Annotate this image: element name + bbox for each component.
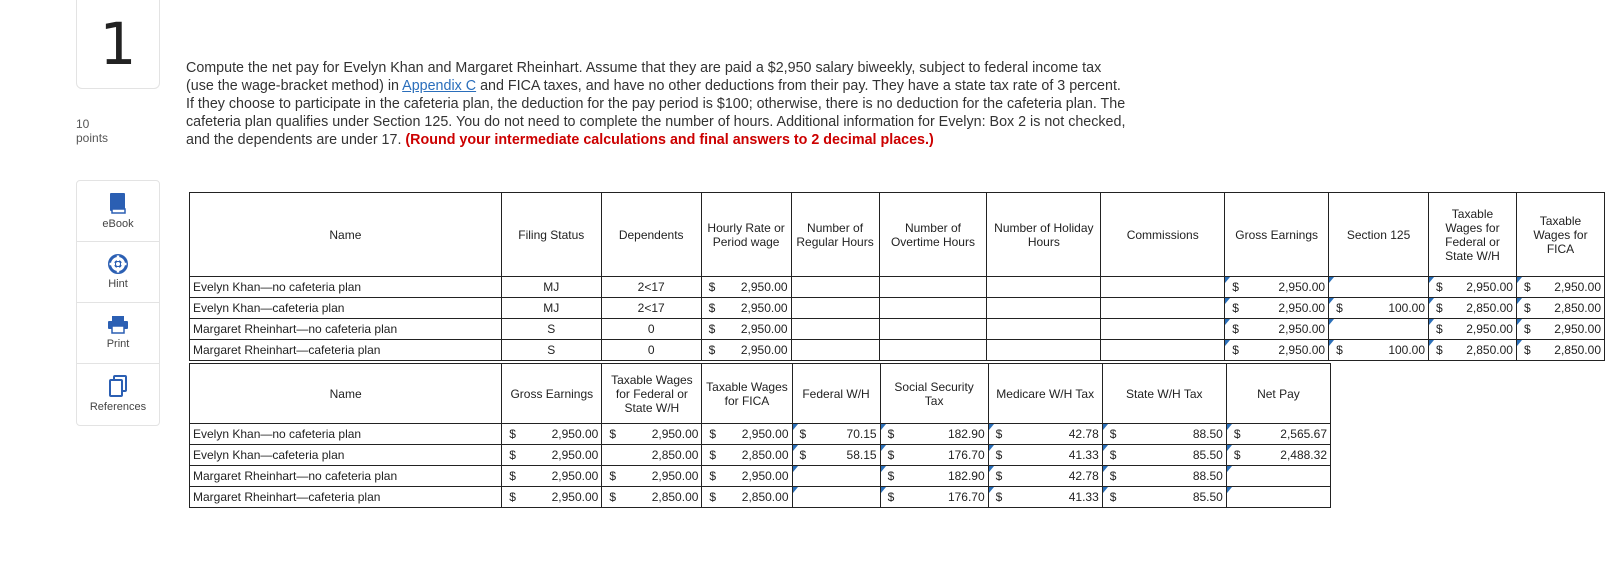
employee-name: Evelyn Khan—cafeteria plan	[190, 445, 502, 466]
print-label: Print	[106, 338, 130, 350]
hourly-rate	[701, 277, 791, 298]
header-gross-earnings: Gross Earnings	[502, 364, 602, 424]
employee-name: Evelyn Khan—no cafeteria plan	[190, 424, 502, 445]
amount: 182.90	[947, 469, 985, 483]
medicare-input[interactable]	[988, 466, 1102, 487]
currency-symbol: $	[1336, 301, 1343, 315]
header-social-security: Social Security Tax	[880, 364, 988, 424]
table-row	[190, 319, 1605, 340]
currency-symbol: $	[1336, 343, 1343, 357]
holiday-hours-cell	[987, 340, 1101, 361]
amount: 70.15	[846, 427, 877, 441]
appendix-c-link[interactable]: Appendix C	[402, 78, 477, 94]
header-dependents: Dependents	[601, 193, 701, 277]
taxable-fed-state	[602, 487, 702, 508]
currency-symbol: $	[1233, 448, 1241, 462]
employee-name: Margaret Rheinhart—no cafeteria plan	[190, 319, 502, 340]
state-wh-input[interactable]	[1102, 466, 1226, 487]
hint-label: Hint	[108, 278, 128, 290]
amount: 88.50	[1192, 427, 1223, 441]
regular-hours-cell	[791, 298, 879, 319]
social-security-input[interactable]	[880, 424, 988, 445]
currency-symbol: $	[708, 301, 716, 315]
overtime-hours-cell	[879, 277, 987, 298]
gross-earnings-input[interactable]	[1225, 319, 1329, 340]
amount: 2,850.00	[741, 448, 789, 462]
taxable-fica-input[interactable]	[1516, 340, 1604, 361]
taxable-fica	[702, 424, 792, 445]
amount: 2,950.00	[740, 322, 788, 336]
currency-symbol: $	[995, 490, 1003, 504]
currency-symbol: $	[509, 469, 516, 483]
header-hourly-rate: Hourly Rate or Period wage	[701, 193, 791, 277]
amount: 2,950.00	[740, 343, 788, 357]
currency-symbol: $	[609, 469, 617, 483]
currency-symbol: $	[887, 427, 895, 441]
hourly-rate	[701, 298, 791, 319]
filing-status: S	[501, 319, 601, 340]
gross-earnings-input[interactable]	[1225, 298, 1329, 319]
amount: 2,950.00	[1554, 322, 1601, 336]
question-text	[186, 59, 1126, 149]
federal-wh-input[interactable]	[792, 487, 880, 508]
amount: 2,850.00	[651, 448, 699, 462]
currency-symbol: $	[1232, 322, 1239, 336]
currency-symbol: $	[1523, 343, 1531, 357]
header-taxable-fica: Taxable Wages for FICA	[1516, 193, 1604, 277]
social-security-input[interactable]	[880, 445, 988, 466]
amount: 41.33	[1068, 448, 1099, 462]
currency-symbol: $	[887, 448, 895, 462]
header-state-wh: State W/H Tax	[1102, 364, 1226, 424]
commissions-cell	[1101, 319, 1225, 340]
header-section-125: Section 125	[1329, 193, 1429, 277]
amount: 2,950.00	[551, 490, 599, 504]
employee-name: Margaret Rheinhart—cafeteria plan	[190, 487, 502, 508]
header-commissions: Commissions	[1101, 193, 1225, 277]
amount: 2,565.67	[1280, 427, 1327, 441]
currency-symbol: $	[995, 448, 1003, 462]
filing-status: S	[501, 340, 601, 361]
filing-status: MJ	[501, 298, 601, 319]
holiday-hours-cell	[987, 277, 1101, 298]
table-row	[190, 298, 1605, 319]
currency-symbol: $	[509, 427, 516, 441]
header-federal-wh: Federal W/H	[792, 364, 880, 424]
state-wh-input[interactable]	[1102, 487, 1226, 508]
currency-symbol: $	[708, 343, 716, 357]
points-label: points	[76, 131, 109, 145]
overtime-hours-cell	[879, 298, 987, 319]
dependents: 0	[601, 319, 701, 340]
ebook-button[interactable]	[77, 181, 159, 242]
section-125-input[interactable]	[1329, 277, 1429, 298]
table-row	[190, 445, 1331, 466]
header-net-pay: Net Pay	[1226, 364, 1330, 424]
question-text-part1: Compute the net pay for Evelyn Khan and Margaret Rheinhart. Assume that they are paid a $2,950 salary biweekly, subject to federal income tax (use the wage-bracket method) in	[186, 60, 1102, 94]
dependents: 2<17	[601, 298, 701, 319]
amount: 2,850.00	[1466, 301, 1513, 315]
amount: 176.70	[947, 490, 985, 504]
holiday-hours-cell	[987, 319, 1101, 340]
currency-symbol: $	[1109, 490, 1117, 504]
federal-wh-input[interactable]	[792, 445, 880, 466]
amount: 2,950.00	[1278, 301, 1326, 315]
amount: 2,850.00	[651, 490, 699, 504]
currency-symbol: $	[609, 490, 617, 504]
amount: 2,488.32	[1280, 448, 1327, 462]
state-wh-input[interactable]	[1102, 445, 1226, 466]
payroll-table-2	[189, 363, 1331, 508]
commissions-cell	[1101, 340, 1225, 361]
employee-name: Evelyn Khan—cafeteria plan	[190, 298, 502, 319]
medicare-input[interactable]	[988, 424, 1102, 445]
currency-symbol: $	[1436, 322, 1443, 336]
payroll-table-1	[189, 192, 1605, 361]
employee-name: Evelyn Khan—no cafeteria plan	[190, 277, 502, 298]
medicare-input[interactable]	[988, 487, 1102, 508]
currency-symbol: $	[509, 490, 516, 504]
header-holiday-hours: Number of Holiday Hours	[987, 193, 1101, 277]
amount: 42.78	[1068, 469, 1099, 483]
taxable-fica-input[interactable]	[1516, 298, 1604, 319]
currency-symbol: $	[887, 469, 895, 483]
taxable-fed-state-input[interactable]	[1429, 277, 1517, 298]
amount: 2,950.00	[1466, 322, 1513, 336]
header-name: Name	[190, 364, 502, 424]
amount: 42.78	[1068, 427, 1099, 441]
header-gross-earnings: Gross Earnings	[1225, 193, 1329, 277]
amount: 100.00	[1388, 343, 1426, 357]
amount: 2,950.00	[1278, 322, 1326, 336]
amount: 2,950.00	[1466, 280, 1513, 294]
print-button[interactable]	[77, 303, 159, 364]
amount: 58.15	[846, 448, 877, 462]
taxable-fed-state	[602, 424, 702, 445]
header-taxable-fed-state: Taxable Wages for Federal or State W/H	[602, 364, 702, 424]
gross-earnings	[502, 424, 602, 445]
holiday-hours-cell	[987, 298, 1101, 319]
currency-symbol: $	[709, 427, 717, 441]
hourly-rate	[701, 319, 791, 340]
tool-panel	[76, 180, 160, 426]
currency-symbol: $	[708, 280, 716, 294]
employee-name: Margaret Rheinhart—cafeteria plan	[190, 340, 502, 361]
taxable-fed-state	[602, 445, 702, 466]
currency-symbol: $	[709, 490, 717, 504]
taxable-fed-state-input[interactable]	[1429, 340, 1517, 361]
hourly-rate	[701, 340, 791, 361]
currency-symbol: $	[1523, 322, 1531, 336]
amount: 2,950.00	[741, 469, 789, 483]
amount: 2,950.00	[551, 448, 599, 462]
table-row	[190, 424, 1331, 445]
header-regular-hours: Number of Regular Hours	[791, 193, 879, 277]
amount: 2,950.00	[740, 280, 788, 294]
currency-symbol: $	[1109, 469, 1117, 483]
currency-symbol: $	[509, 448, 516, 462]
header-taxable-fed-state: Taxable Wages for Federal or State W/H	[1429, 193, 1517, 277]
currency-symbol: $	[609, 427, 617, 441]
header-name: Name	[190, 193, 502, 277]
currency-symbol: $	[1436, 343, 1443, 357]
taxable-fica	[702, 445, 792, 466]
amount: 88.50	[1192, 469, 1223, 483]
amount: 2,950.00	[1554, 280, 1601, 294]
table-row	[190, 487, 1331, 508]
taxable-fica	[702, 466, 792, 487]
taxable-fed-state-input[interactable]	[1429, 298, 1517, 319]
net-pay-input[interactable]	[1226, 466, 1330, 487]
gross-earnings	[502, 487, 602, 508]
currency-symbol: $	[1232, 280, 1239, 294]
amount: 2,950.00	[741, 427, 789, 441]
currency-symbol: $	[1436, 280, 1443, 294]
amount: 182.90	[947, 427, 985, 441]
amount: 41.33	[1068, 490, 1099, 504]
medicare-input[interactable]	[988, 445, 1102, 466]
currency-symbol: $	[887, 490, 895, 504]
dependents: 2<17	[601, 277, 701, 298]
question-text-part2: and FICA taxes, and have no other deductions from their pay. They have a state tax rate of 3 percent. If they choose to participate in the cafeteria plan, the deduction for the pay period is $100; otherwise, there is no deduction for the cafeteria plan. The cafeteria plan qualifies under Section 125. You do not need to complete the number of hours. Additional information for Evelyn: Box 2 is not checked, and the dependents are under 17.	[186, 78, 1126, 148]
currency-symbol: $	[1232, 343, 1239, 357]
header-filing-status: Filing Status	[501, 193, 601, 277]
commissions-cell	[1101, 298, 1225, 319]
amount: 100.00	[1388, 301, 1426, 315]
gross-earnings	[502, 466, 602, 487]
amount: 85.50	[1192, 448, 1223, 462]
references-label: References	[89, 401, 147, 413]
printer-icon	[107, 316, 129, 334]
net-pay-input[interactable]	[1226, 424, 1330, 445]
regular-hours-cell	[791, 340, 879, 361]
amount: 2,850.00	[1554, 343, 1601, 357]
amount: 2,850.00	[1554, 301, 1601, 315]
header-medicare: Medicare W/H Tax	[988, 364, 1102, 424]
taxable-fica-input[interactable]	[1516, 319, 1604, 340]
taxable-fed-state-input[interactable]	[1429, 319, 1517, 340]
social-security-input[interactable]	[880, 466, 988, 487]
currency-symbol: $	[1232, 301, 1239, 315]
amount: 2,950.00	[551, 469, 599, 483]
book-icon	[108, 192, 128, 214]
amount: 2,950.00	[551, 427, 599, 441]
amount: 2,850.00	[741, 490, 789, 504]
regular-hours-cell	[791, 319, 879, 340]
currency-symbol: $	[709, 448, 717, 462]
overtime-hours-cell	[879, 340, 987, 361]
gross-earnings-input[interactable]	[1225, 277, 1329, 298]
commissions-cell	[1101, 277, 1225, 298]
currency-symbol: $	[1523, 301, 1531, 315]
section-125-input[interactable]	[1329, 319, 1429, 340]
header-overtime-hours: Number of Overtime Hours	[879, 193, 987, 277]
federal-wh-input[interactable]	[792, 466, 880, 487]
references-button[interactable]	[77, 364, 159, 424]
table-row	[190, 466, 1331, 487]
currency-symbol: $	[995, 427, 1003, 441]
header-taxable-fica: Taxable Wages for FICA	[702, 364, 792, 424]
taxable-fed-state	[602, 466, 702, 487]
currency-symbol: $	[799, 448, 807, 462]
gross-earnings-input[interactable]	[1225, 340, 1329, 361]
currency-symbol: $	[799, 427, 807, 441]
filing-status: MJ	[501, 277, 601, 298]
employee-name: Margaret Rheinhart—no cafeteria plan	[190, 466, 502, 487]
amount: 2,850.00	[1466, 343, 1513, 357]
amount: 2,950.00	[651, 427, 699, 441]
section-125-input[interactable]	[1329, 298, 1429, 319]
currency-symbol: $	[1109, 448, 1117, 462]
hint-button[interactable]	[77, 242, 159, 303]
points	[76, 117, 108, 145]
social-security-input[interactable]	[880, 487, 988, 508]
documents-icon	[108, 375, 128, 397]
currency-symbol: $	[995, 469, 1003, 483]
ebook-label: eBook	[102, 218, 134, 230]
amount: 2,950.00	[1278, 343, 1326, 357]
lifebuoy-icon	[108, 254, 128, 274]
section-125-input[interactable]	[1329, 340, 1429, 361]
currency-symbol: $	[709, 469, 717, 483]
table-row	[190, 277, 1605, 298]
net-pay-input[interactable]	[1226, 445, 1330, 466]
currency-symbol: $	[1233, 427, 1241, 441]
taxable-fica-input[interactable]	[1516, 277, 1604, 298]
points-value: 10	[76, 117, 90, 131]
rounding-instruction: (Round your intermediate calculations and final answers to 2 decimal places.)	[405, 132, 934, 148]
table-row	[190, 340, 1605, 361]
currency-symbol	[605, 448, 609, 462]
amount: 2,950.00	[651, 469, 699, 483]
currency-symbol: $	[708, 322, 716, 336]
state-wh-input[interactable]	[1102, 424, 1226, 445]
amount: 2,950.00	[1278, 280, 1326, 294]
net-pay-input[interactable]	[1226, 487, 1330, 508]
question-number: 1	[76, 0, 160, 89]
amount: 176.70	[947, 448, 985, 462]
gross-earnings	[502, 445, 602, 466]
federal-wh-input[interactable]	[792, 424, 880, 445]
taxable-fica	[702, 487, 792, 508]
amount: 85.50	[1192, 490, 1223, 504]
regular-hours-cell	[791, 277, 879, 298]
currency-symbol: $	[1523, 280, 1531, 294]
overtime-hours-cell	[879, 319, 987, 340]
currency-symbol: $	[1109, 427, 1117, 441]
currency-symbol: $	[1436, 301, 1443, 315]
amount: 2,950.00	[740, 301, 788, 315]
dependents: 0	[601, 340, 701, 361]
